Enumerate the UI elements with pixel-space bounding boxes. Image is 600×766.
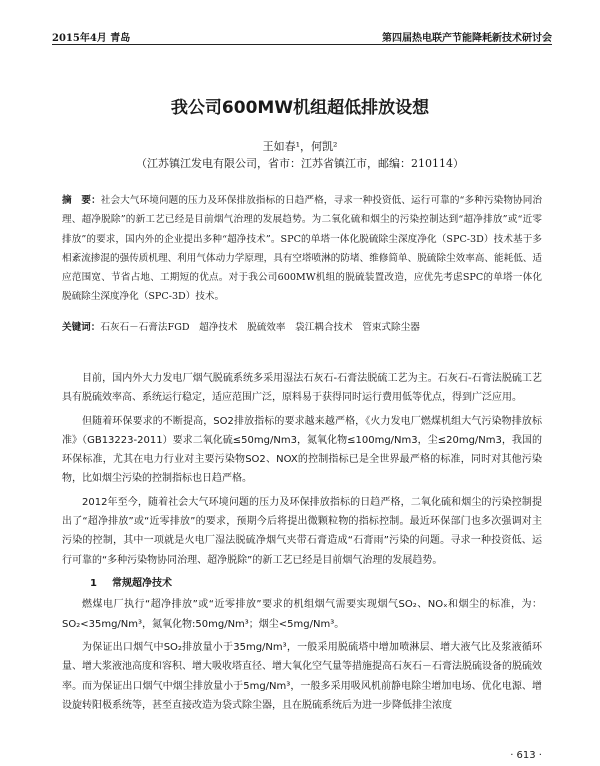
section-title: 常规超净技术 xyxy=(112,578,172,590)
paragraph: 为保证出口烟气中SO₂排放量小于35mg/Nm³，一般采用脱硫塔中增加喷淋层、增大液气比及浆液循环量、增大浆液池高度和容积、增大吸收塔直径、增大氧化空气量等措施提高石灰石－石膏法脱硫设备的脱硫效率。而为保证出口烟气中烟尘排放量小于5mg/Nm³，一般多采用吸风机前静电除尘增加电场、优化电源、增设旋转阳极系统等，甚至直接改造为袋式除尘器，且在脱硫系统后为进一步降低排尘浓度 xyxy=(62,642,542,711)
section-heading xyxy=(62,574,542,593)
abstract xyxy=(62,191,542,307)
authors: 王如春¹，何凯² xyxy=(262,140,338,153)
body-text xyxy=(62,369,542,715)
keywords-label: 关键词： xyxy=(62,322,101,333)
paragraph: 目前，国内外大力发电厂烟气脱硫系统多采用湿法石灰石-石膏法脱硫工艺为主。石灰石-石膏法脱硫工艺具有脱硫效率高、系统运行稳定，适应范围广泛，原料易于获得同时运行费用低等优点，得到广泛应用。 xyxy=(62,373,542,404)
abstract-label: 摘 要： xyxy=(62,195,101,206)
keywords xyxy=(62,319,542,333)
paragraph: 燃煤电厂执行“超净排放”或“近零排放”要求的机组烟气需要实现烟气SO₂、NOₓ和烟尘的标准，为：SO₂<35mg/Nm³，氮氧化物:50mg/Nm³；烟尘<5mg/Nm³。 xyxy=(62,599,542,630)
section-number: 1 xyxy=(90,578,97,590)
running-header xyxy=(52,26,552,44)
paper-title: 我公司600MW机组超低排放设想 xyxy=(170,98,430,118)
header-conference-name: 第四届热电联产节能降耗新技术研讨会 xyxy=(382,33,552,44)
header-date-location: 2015年4月 青岛 xyxy=(52,33,131,44)
paragraph: 但随着环保要求的不断提高，SO2排放指标的要求越来越严格，《火力发电厂燃煤机组大气污染物排放标准》（GB13223-2011）要求二氧化硫≤50mg/Nm3，氮氧化物≤100mg/Nm3，尘≤20mg/Nm3，我国的环保标准，尤其在电力行业对主要污染物SO2、NOX的控制指标已是全世界最严格的标准，同时对其他污染物，比如烟尘污染的控制指标也日趋严格。 xyxy=(62,415,542,485)
page-number: · 613 · xyxy=(510,750,542,761)
keywords-text: 石灰石－石膏法FGD 超净技术 脱硫效率 袋江耦合技术 管束式除尘器 xyxy=(100,322,420,333)
abstract-text: 社会大气环境问题的压力及环保排放指标的日趋严格，寻求一种投资低、运行可靠的“多种污染物协同治理、超净脱除”的新工艺已经是目前烟气治理的发展趋势。为二氧化硫和烟尘的污染控制达到“超净排放”或“近零排放”的要求，国内外的企业提出多种“超净技术”。SPC的单塔一体化脱硫除尘深度净化（SPC-3D）技术基于多相紊流掺混的强传质机理、利用气体动力学原理，具有空塔喷淋的防堵、维修简单、脱硫除尘效率高、能耗低、适应范围宽、节省占地、工期短的优点。对于我公司600MW机组的脱硫装置改造，应优先考虑SPC的单塔一体化脱硫除尘深度净化（SPC-3D）技术。 xyxy=(62,195,543,303)
affiliation: （江苏镇江发电有限公司，省市：江苏省镇江市，邮编：210114） xyxy=(136,157,464,170)
paragraph: 2012年至今，随着社会大气环境问题的压力及环保排放指标的日趋严格，二氧化硫和烟尘的污染控制提出了“超净排放”或“近零排放”的要求，预期今后将提出微颗粒物的指标控制。最近环保部门也多次强调对主污染的控制，其中一项就是火电厂湿法脱硫净烟气夹带石膏造成“石膏雨”污染的问题。寻求一种投资低、运行可靠的“多种污染物协同治理、超净脱除”的新工艺已经是目前烟气治理的发展趋势。 xyxy=(62,497,542,566)
header-rule xyxy=(52,44,552,45)
